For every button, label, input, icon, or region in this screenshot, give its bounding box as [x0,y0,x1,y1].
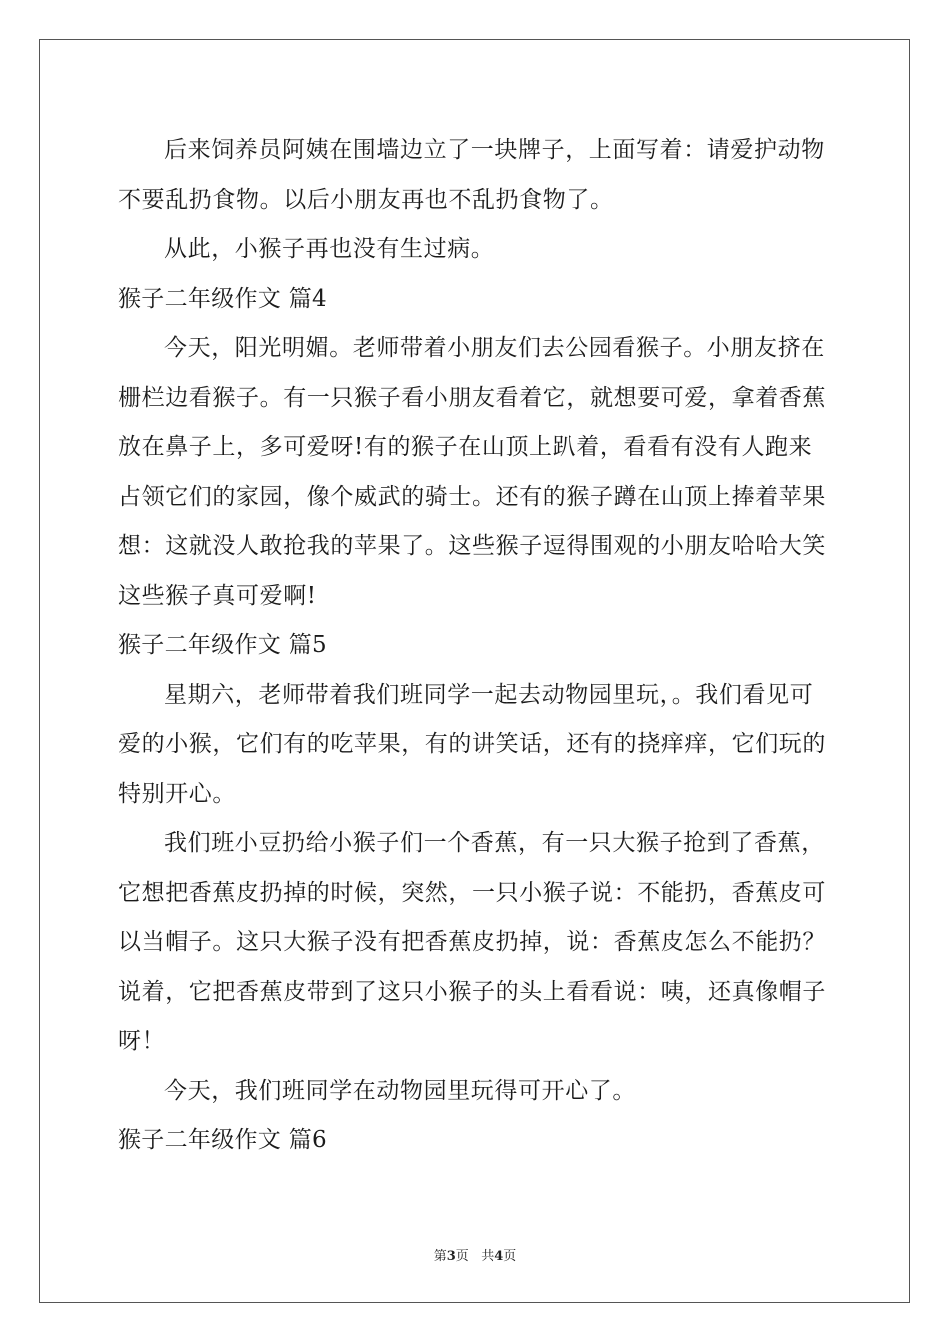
text-line: 星期六，老师带着我们班同学一起去动物园里玩，。我们看见可 [164,681,814,708]
text-line: 从此，小猴子再也没有生过病。 [164,236,495,262]
page-footer [0,1245,950,1264]
text-line: 呀！ [118,1028,166,1054]
text-line: 特别开心。 [118,780,236,807]
page-number: 3 [446,1249,456,1264]
section-heading: 猴子二年级作文 篇5 [118,632,327,658]
text-line: 爱的小猴，它们有的吃苹果，有的讲笑话，还有的挠痒痒，它们玩的 [118,731,826,757]
text-line: 我们班小豆扔给小猴子们一个香蕉，有一只大猴子抢到了香蕉， [164,830,825,856]
text-line: 今天，我们班同学在动物园里玩得可开心了。 [164,1077,636,1104]
document-body [118,126,834,1166]
page-suffix: 页 [455,1249,469,1264]
text-line: 后来饲养员阿姨在围墙边立了一块牌子，上面写着：请爱护动物 [164,137,825,163]
text-line: 不要乱扔食物。以后小朋友再也不乱扔食物了。 [118,186,614,213]
section-heading: 猴子二年级作文 篇6 [118,1127,327,1153]
text-line: 占领它们的家园，像个威武的骑士。还有的猴子蹲在山顶上捧着苹果 [118,483,826,510]
text-line: 以当帽子。这只大猴子没有把香蕉皮扔掉，说：香蕉皮怎么不能扔？ [118,929,826,955]
text-line: 今天，阳光明媚。老师带着小朋友们去公园看猴子。小朋友挤在 [164,335,825,361]
total-suffix: 页 [503,1249,517,1264]
text-line: 栅栏边看猴子。有一只猴子看小朋友看着它，就想要可爱，拿着香蕉 [118,384,826,411]
section-heading: 猴子二年级作文 篇4 [118,285,327,312]
text-line: 放在鼻子上，多可爱呀!有的猴子在山顶上趴着，看看有没有人跑来 [118,434,813,460]
text-line: 这些猴子真可爱啊! [118,582,317,609]
text-line: 它想把香蕉皮扔掉的时候，突然，一只小猴子说：不能扔，香蕉皮可 [118,879,826,906]
text-line: 想：这就没人敢抢我的苹果了。这些猴子逗得围观的小朋友哈哈大笑 [118,533,826,559]
total-prefix: 共 [481,1249,495,1264]
page-prefix: 第 [433,1249,447,1264]
total-pages: 4 [494,1249,504,1264]
text-line: 说着，它把香蕉皮带到了这只小猴子的头上看看说：咦，还真像帽子 [118,978,826,1005]
